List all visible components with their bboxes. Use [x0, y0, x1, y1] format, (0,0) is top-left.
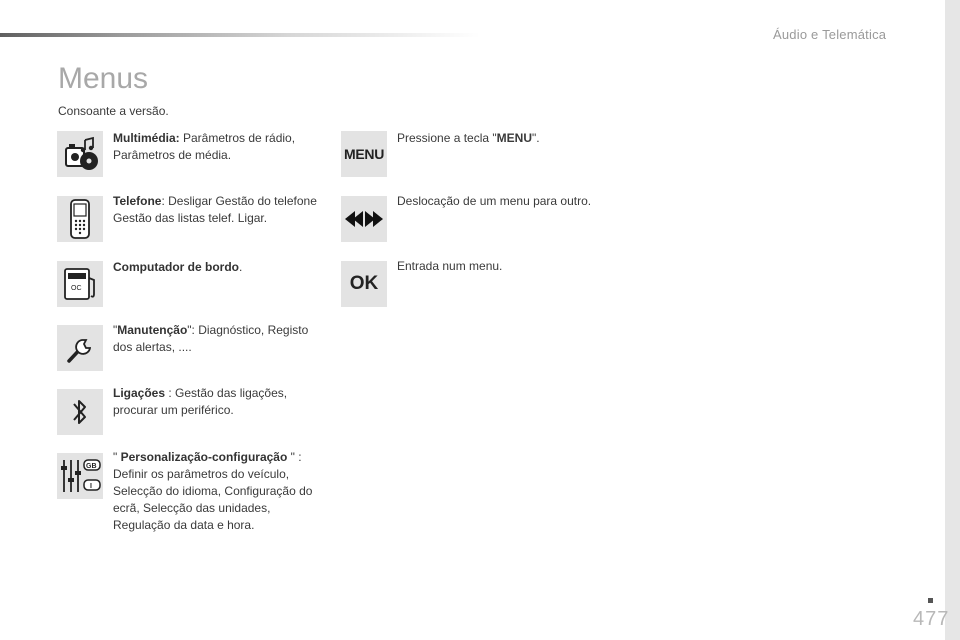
svg-text:GB: GB: [86, 463, 97, 470]
menu-connections-label: Ligações: [113, 386, 166, 400]
menu-trip-computer-text: [113, 259, 323, 276]
menu-trip-computer-label: Computador de bordo: [113, 260, 239, 274]
wrench-icon: [57, 325, 103, 371]
menu-phone-label: Telefone: [113, 194, 162, 208]
menu-phone-desc: : Desligar Gestão do telefone Gestão das listas telef. Ligar.: [113, 194, 317, 225]
trip-computer-icon: [57, 261, 103, 307]
multimedia-icon: [57, 131, 103, 177]
ok-key-desc: Entrada num menu.: [397, 259, 503, 273]
phone-icon: [57, 196, 103, 242]
prev-next-icon: [341, 196, 387, 242]
menu-maintenance-text: [113, 322, 323, 356]
menu-personalisation-text: [113, 449, 323, 534]
page-number: 477: [913, 608, 950, 630]
menu-key-icon: [341, 131, 387, 177]
menu-multimedia-label: Multimédia:: [113, 131, 180, 145]
menu-connections-text: [113, 385, 323, 419]
menu-key-desc-bold: MENU: [496, 131, 532, 145]
page-marker-dot: [928, 598, 933, 603]
section-title: Áudio e Telemática: [773, 27, 887, 42]
bluetooth-icon: [57, 389, 103, 435]
menu-key-desc-post: ".: [532, 131, 540, 145]
page-title: Menus: [58, 62, 149, 95]
menu-maintenance-desc: ": Diagnóstico, Registo dos alertas, ....: [113, 323, 309, 354]
menu-maintenance-prefix: ": [113, 323, 118, 337]
menu-trip-computer-desc: .: [239, 260, 243, 274]
menu-personalisation-prefix: ": [113, 450, 121, 464]
menu-connections-desc: : Gestão das ligações, procurar um periférico.: [113, 386, 288, 417]
svg-text:I: I: [90, 483, 92, 490]
menu-personalisation-label: Personalização-configuração: [120, 450, 288, 464]
ok-key-icon: [341, 261, 387, 307]
header-gradient-bar: [0, 33, 480, 37]
menu-maintenance-label: Manutenção: [117, 323, 188, 337]
menu-key-desc: [397, 130, 627, 147]
menu-phone-text: [113, 193, 323, 227]
svg-text:OC: OC: [71, 285, 82, 292]
menu-multimedia-text: [113, 130, 323, 164]
page-edge-strip: [945, 0, 960, 640]
ok-key-label: OK: [349, 273, 379, 294]
menu-personalisation-desc: " : Definir os parâmetros do veículo, Selecção do idioma, Configuração do ecrã, Selecção das unidades, Regulação da data e hora.: [113, 450, 313, 532]
intro-text: Consoante a versão.: [58, 104, 169, 118]
settings-sliders-icon: [57, 453, 103, 499]
menu-key-desc-pre: Pressione a tecla ": [397, 131, 497, 145]
prev-next-desc: Deslocação de um menu para outro.: [397, 194, 592, 208]
menu-key-label: MENU: [343, 146, 385, 162]
menu-multimedia-desc: Parâmetros de rádio, Parâmetros de média.: [113, 131, 296, 162]
